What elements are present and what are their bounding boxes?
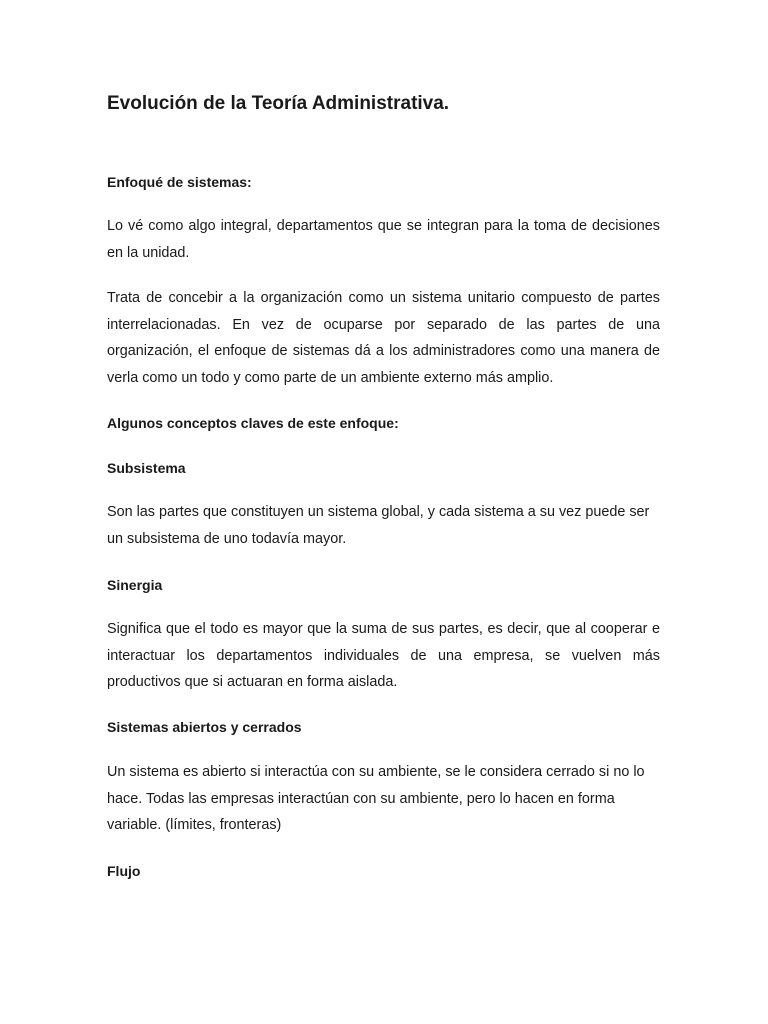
concepts-heading: Algunos conceptos claves de este enfoque:: [107, 415, 399, 431]
section-heading: Enfoqué de sistemas:: [107, 174, 252, 190]
concept-term: Sinergia: [107, 577, 163, 593]
intro-paragraph: Lo vé como algo integral, departamentos que se integran para la toma de decisiones en la unidad.: [107, 218, 660, 261]
document-title: Evolución de la Teoría Administrativa.: [107, 93, 450, 114]
concept-definition: Un sistema es abierto si interactúa con su ambiente, se le considera cerrado si no lo hace. Todas las empresas interactúan con su ambiente, pero lo hacen en forma variable. (límites, fronteras): [107, 764, 645, 833]
concept-definition: Son las partes que constituyen un sistema global, y cada sistema a su vez puede ser un subsistema de uno todavía mayor.: [107, 504, 650, 547]
intro-paragraph: Trata de concebir a la organización como un sistema unitario compuesto de partes interrelacionadas. En vez de ocuparse por separado de las partes de una organización, el enfoque de sistemas dá a los administradores como una manera de verla como un todo y como parte de un ambiente externo más amplio.: [107, 290, 660, 386]
concept-term: Flujo: [107, 863, 141, 879]
concept-term: Sistemas abiertos y cerrados: [107, 719, 302, 735]
concept-definition: Significa que el todo es mayor que la suma de sus partes, es decir, que al cooperar e interactuar los departamentos individuales de una empresa, se vuelven más productivos que si actuaran en forma aislada.: [107, 621, 660, 690]
concept-term: Subsistema: [107, 460, 186, 476]
